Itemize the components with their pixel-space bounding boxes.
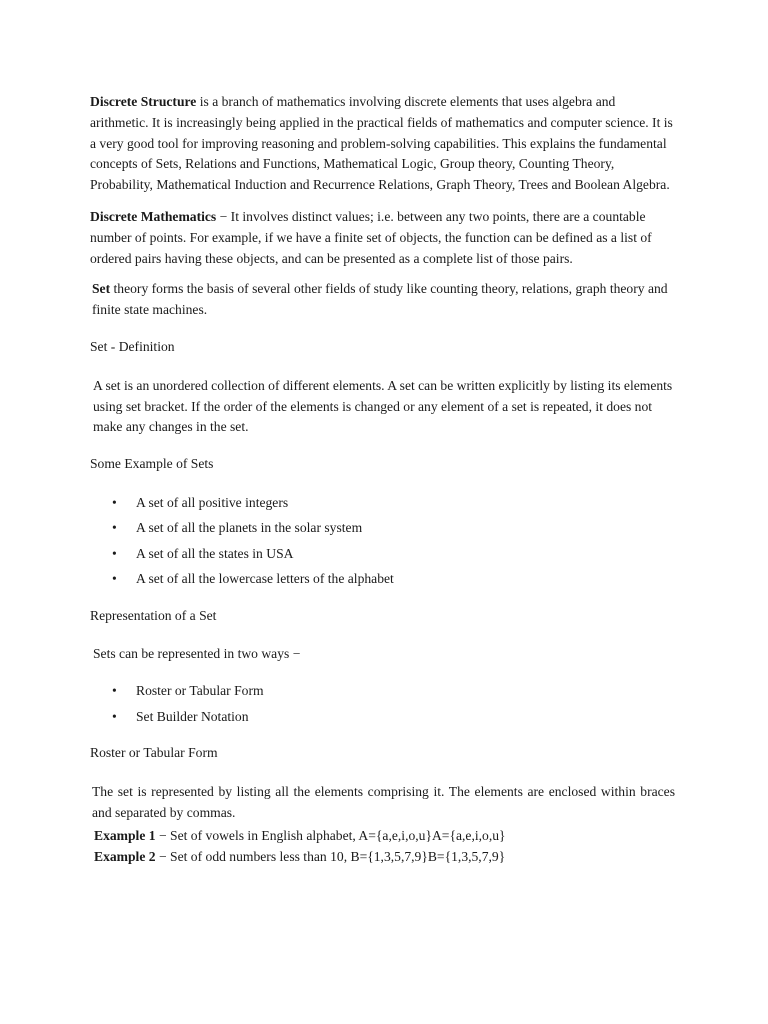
intro-paragraph	[90, 92, 675, 196]
set-theory-paragraph	[90, 279, 675, 321]
list-item	[90, 569, 675, 590]
bullet-icon: •	[112, 520, 117, 536]
bullet-icon: •	[112, 545, 117, 561]
term-discrete-mathematics: Discrete Mathematics	[90, 208, 217, 224]
list-item-text: A set of all the states in USA	[136, 545, 294, 561]
heading-roster-form: Roster or Tabular Form	[90, 745, 218, 761]
roster-form-paragraph: The set is represented by listing all the elements comprising it. The elements are enclosed within braces and separated by commas.	[92, 784, 675, 820]
bullet-icon: •	[112, 708, 117, 724]
example-2-text: − Set of odd numbers less than 10, B={1,3,5,7,9}B={1,3,5,7,9}	[155, 848, 506, 864]
term-discrete-structure: Discrete Structure	[90, 94, 197, 109]
heading-set-examples: Some Example of Sets	[90, 456, 214, 472]
example-1	[90, 826, 675, 847]
list-item	[90, 518, 675, 539]
example-1-label: Example 1	[94, 827, 156, 843]
list-item	[90, 544, 675, 565]
example-1-text: − Set of vowels in English alphabet, A={a,e,i,o,u}A={a,e,i,o,u}	[155, 827, 506, 843]
set-theory-text: theory forms the basis of several other fields of study like counting theory, relations, graph theory and finite state machines.	[92, 281, 668, 318]
term-set: Set	[92, 281, 111, 297]
set-examples-list	[90, 493, 675, 590]
example-2	[90, 847, 675, 868]
list-item	[90, 707, 675, 728]
set-definition-paragraph: A set is an unordered collection of different elements. A set can be written explicitly by listing its elements using set bracket. If the order of the elements is changed or any element of a set is repeated, it does not make any changes in the set.	[93, 377, 673, 435]
list-item-text: A set of all positive integers	[136, 494, 289, 510]
document-page	[90, 92, 675, 867]
discrete-mathematics-paragraph	[90, 207, 675, 269]
representation-paragraph: Sets can be represented in two ways −	[93, 646, 301, 662]
list-item-text: Roster or Tabular Form	[136, 683, 264, 699]
bullet-icon: •	[112, 683, 117, 699]
intro-text: is a branch of mathematics involving discrete elements that uses algebra and arithmetic. It is increasingly being applied in the practical fields of mathematics and computer science. It is a very good tool for improving reasoning and problem-solving capabilities. This explains the fundamental concepts of Sets, Relations and Functions, Mathematical Logic, Group theory, Counting Theory, Probability, Mathematical Induction and Recurrence Relations, Graph Theory, Trees and Boolean Algebra.	[90, 94, 673, 193]
bullet-icon: •	[112, 570, 117, 586]
example-2-label: Example 2	[94, 848, 156, 864]
list-item	[90, 493, 675, 514]
bullet-icon: •	[112, 494, 117, 510]
representation-ways-list	[90, 681, 675, 727]
heading-representation: Representation of a Set	[90, 607, 217, 623]
list-item-text: Set Builder Notation	[136, 708, 249, 724]
list-item	[90, 681, 675, 702]
list-item-text: A set of all the planets in the solar system	[136, 520, 363, 536]
discrete-mathematics-text: − It involves distinct values; i.e. between any two points, there are a countable number of points. For example, if we have a finite set of objects, the function can be defined as a list of ordered pairs having these objects, and can be presented as a complete list of those pairs.	[90, 208, 652, 266]
heading-set-definition: Set - Definition	[90, 338, 175, 354]
list-item-text: A set of all the lowercase letters of the alphabet	[136, 570, 394, 586]
